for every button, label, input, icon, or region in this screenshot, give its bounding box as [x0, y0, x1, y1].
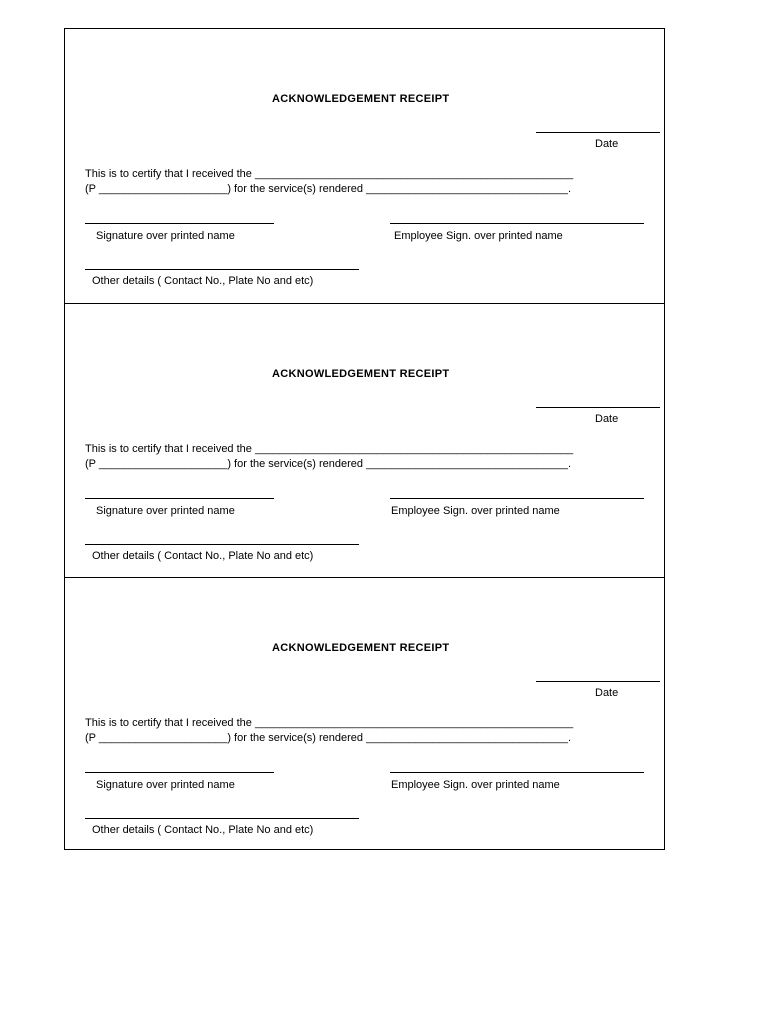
- amount-service-statement: (P _____________________) for the service(s) rendered _________________________________.: [85, 458, 572, 470]
- acknowledgement-receipt: [65, 303, 664, 578]
- signature-line: [85, 498, 274, 499]
- certify-statement: This is to certify that I received the ____________________________________________________: [85, 717, 574, 729]
- amount-service-statement: (P _____________________) for the service(s) rendered _________________________________.: [85, 183, 572, 195]
- date-label: Date: [595, 687, 619, 699]
- acknowledgement-receipt: [65, 577, 664, 852]
- employee-signature-label: Employee Sign. over printed name: [394, 230, 563, 242]
- employee-signature-label: Employee Sign. over printed name: [391, 505, 560, 517]
- date-label: Date: [595, 138, 619, 150]
- receipt-title: ACKNOWLEDGEMENT RECEIPT: [272, 642, 450, 654]
- receipt-form-sheet: [64, 28, 665, 850]
- receipt-title: ACKNOWLEDGEMENT RECEIPT: [272, 368, 450, 380]
- amount-service-statement: (P _____________________) for the service(s) rendered _________________________________.: [85, 732, 572, 744]
- employee-signature-line: [390, 223, 644, 224]
- date-label: Date: [595, 413, 619, 425]
- other-details-label: Other details ( Contact No., Plate No and etc): [92, 550, 314, 562]
- receipt-title: ACKNOWLEDGEMENT RECEIPT: [272, 93, 450, 105]
- employee-signature-label: Employee Sign. over printed name: [391, 779, 560, 791]
- other-details-line: [85, 544, 359, 545]
- date-line: [536, 132, 660, 133]
- date-line: [536, 407, 660, 408]
- signature-line: [85, 772, 274, 773]
- acknowledgement-receipt: [65, 29, 664, 303]
- certify-statement: This is to certify that I received the ____________________________________________________: [85, 443, 574, 455]
- employee-signature-line: [390, 498, 644, 499]
- date-line: [536, 681, 660, 682]
- signature-label: Signature over printed name: [96, 230, 235, 242]
- other-details-label: Other details ( Contact No., Plate No and etc): [92, 275, 314, 287]
- other-details-line: [85, 269, 359, 270]
- signature-label: Signature over printed name: [96, 505, 235, 517]
- employee-signature-line: [390, 772, 644, 773]
- other-details-label: Other details ( Contact No., Plate No and etc): [92, 824, 314, 836]
- signature-label: Signature over printed name: [96, 779, 235, 791]
- signature-line: [85, 223, 274, 224]
- certify-statement: This is to certify that I received the ____________________________________________________: [85, 168, 574, 180]
- other-details-line: [85, 818, 359, 819]
